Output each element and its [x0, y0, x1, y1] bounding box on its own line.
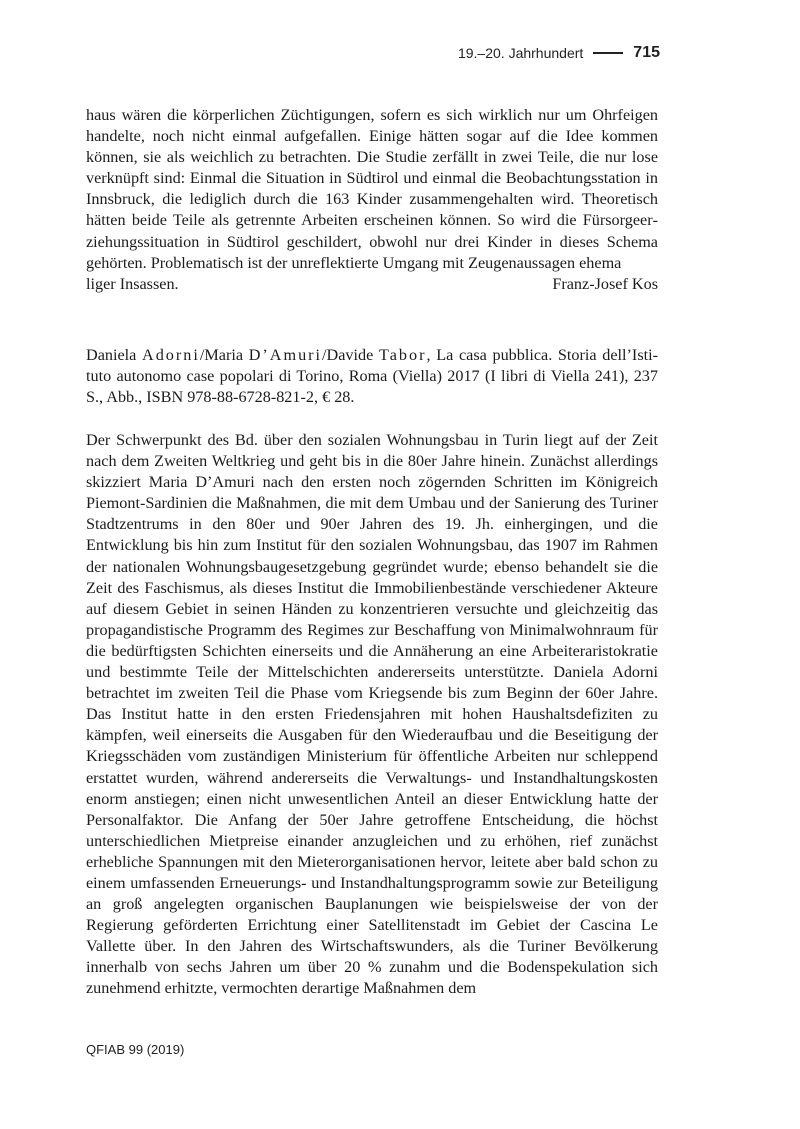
review-paragraph: Der Schwerpunkt des Bd. über den sozialen Wohnungsbau in Turin liegt auf der Zeit nach dem Zweiten Weltkrieg und geht bis in die 80er Jahre hinein. Zunächst allerdings skizziert Maria D’Amuri nach den ersten noch zögernden Schritten im Königreich Piemont-Sardinien die Maßnahmen, die mit dem Umbau und der Sanierung des Turiner Stadtzentrums in den 80er und 90er Jahren des 19. Jh. einhergingen, und die Entwicklung bis hin zum Institut für den sozialen Wohnungsbau, das 1907 im Rahmen der nationalen Wohnungsbaugesetzgebung gegründet wurde; ebenso behandelt sie die Zeit des Faschismus, als dieses Institut die Immobilienbestände verschiedener Akteure auf diesem Gebiet in seinen Händen zu konzentrieren versuchte und gleichzeitig das propagandistische Programm des Regimes zur Beschaffung von Minimalwohnraum für die bedürftigsten Schichten einerseits und die Annäherung an eine Arbeiteraristokratie und bestimmte Teile der Mittelschichten andererseits unterstützte. Daniela Adorni betrachtet im zweiten Teil die Phase vom Kriegsende bis zum Beginn der 60er Jahre. Das Institut hatte in den ersten Friedensjahren mit hohen Haushaltsdefiziten zu kämpfen, weil einerseits die Ausgaben für den Wiederaufbau und die Beseitigung der Kriegsschäden vom zuständigen Ministerium für öffentliche Arbeiten nur schleppend erstattet wurden, während andererseits die Verwaltungs- und Instandhaltungskosten enorm anstiegen; einen nicht unwesentlichen Anteil an dieser Entwicklung hatte der Personalfaktor. Die Anfang der 50er Jahre getroffene Entscheidung, die höchst unterschiedlichen Mietpreise einander anzugleichen und zu erhöhen, rief zunächst erhebliche Spannungen mit den Mieterorganisationen hervor, leitete aber bald schon zu einem umfassenden Erneuerungs- und Instandhaltungsprogramm sowie zur Beteiligung an groß angelegten organischen Bauplanungen wie beispielsweise der von der Regierung geförderten Errichtung einer Satellitenstadt im Gebiet der Cascina Le Vallette über. In den Jahren des Wirtschaftswunders, als die Turiner Bevölkerung innerhalb von sechs Jahren um über 20 % zunahm und die Bodenspekulation sich zunehmend erhitzte, vermochten derartige Maßnahmen dem	[86, 431, 658, 998]
running-head	[458, 44, 660, 62]
author-last-name: Adorni	[142, 346, 200, 364]
author-first-name: Maria	[204, 346, 244, 364]
reviewer-name: Franz-Josef Kos	[552, 274, 658, 293]
previous-review-ending	[86, 105, 658, 295]
author-last-name: Tabor	[378, 346, 427, 364]
author-first-name: Davide	[326, 346, 374, 364]
journal-footer: QFIAB 99 (2019)	[86, 1042, 185, 1057]
page-number: 715	[633, 44, 660, 61]
header-rule	[593, 52, 623, 54]
previous-review-last-line: liger Insassen.	[86, 274, 179, 293]
bibliographic-entry	[86, 345, 658, 408]
running-title: 19.–20. Jahrhundert	[457, 45, 584, 61]
bibliographic-text: Daniela Adorni/Maria D’Amuri/Davide Tabor, La casa pubblica. Storia dell’Istituto autonomo case popolari di Torino, Roma (Viella) 2017 (I libri di Viella 241), 237 S., Abb., ISBN 978-88-6728-821-2, € 28.	[86, 346, 659, 407]
signature-line	[86, 274, 658, 295]
author-first-name: Daniela	[86, 346, 137, 364]
book-details: , La casa pubblica. Storia dell’Istituto autonomo case popolari di Torino, Roma (Viella) 2017 (I libri di Viella 241), 237 S., Abb., ISBN 978-88-6728-821-2, € 28.	[86, 346, 659, 407]
author-last-name: D’Amuri	[248, 346, 323, 364]
previous-review-text: haus wären die körperlichen Züchtigungen, sofern es sich wirklich nur um Ohrfeigen handelte, noch nicht einmal aufgefallen. Einige hätten sogar auf die Idee kommen können, sie als weichlich zu betrachten. Die Studie zerfällt in zwei Teile, die nur lose verknüpft sind: Einmal die Situation in Südtirol und einmal die Beobachtungsstation in Innsbruck, die lediglich durch die 163 Kinder zusammengehalten wird. Theoretisch hätten beide Teile als getrennte Arbeiten erscheinen können. So wird die Fürsorgeerziehungssituation in Südtirol geschildert, obwohl nur drei Kinder in dieses Schema gehörten. Problematisch ist der unreflektierte Umgang mit Zeugenaussagen ehema	[86, 106, 658, 272]
review-body	[86, 430, 658, 1000]
